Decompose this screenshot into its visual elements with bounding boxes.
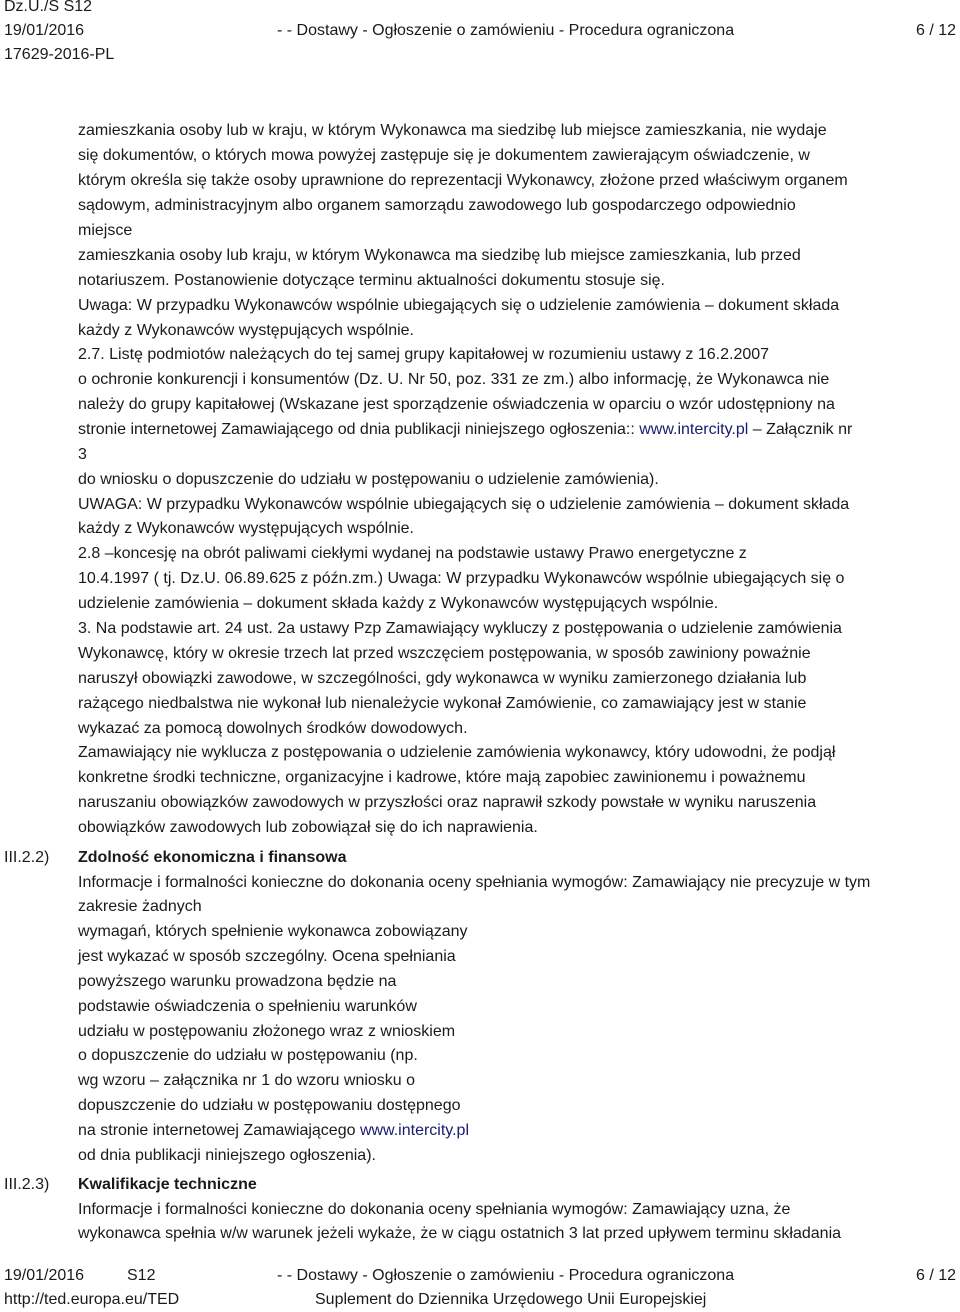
journal-ref: Dz.U./S S12 xyxy=(4,0,93,15)
text-line: notariuszem. Postanowienie dotyczące terminu aktualności dokumentu stosuje się. xyxy=(78,272,665,289)
section-heading: Zdolność ekonomiczna i finansowa xyxy=(78,849,347,866)
text-line: obowiązków zawodowych lub zobowiązał się do ich naprawienia. xyxy=(78,819,538,836)
text-line: Zamawiający nie wyklucza z postępowania o udzielenie zamówienia wykonawcy, który udowodni, że podjął xyxy=(78,744,836,761)
text-line: się dokumentów, o których mowa powyżej zastępuje się je dokumentem zawierającym oświadczenie, w xyxy=(78,147,810,164)
text-line: podstawie oświadczenia o spełnieniu warunków xyxy=(78,998,417,1015)
text-line: wykonawca spełnia w/w warunek jeżeli wykaże, że w ciągu ostatnich 3 lat przed upływem terminu składania xyxy=(78,1225,842,1242)
footer-title: - - Dostawy - Ogłoszenie o zamówieniu - Procedura ograniczona xyxy=(277,1267,735,1284)
text-line: Uwaga: W przypadku Wykonawców wspólnie ubiegających się o udzielenie zamówienia – dokument składa xyxy=(78,297,840,314)
footer-url-link[interactable]: http://ted.europa.eu/TED xyxy=(4,1291,180,1308)
text-line: miejsce xyxy=(78,222,133,239)
text-line: Informacje i formalności konieczne do dokonania oceny spełniania wymogów: Zamawiający uzna, że xyxy=(78,1201,791,1218)
header-date: 19/01/2016 xyxy=(4,22,85,39)
footer-series: S12 xyxy=(127,1267,156,1284)
text-line: wg wzoru – załącznika nr 1 do wzoru wniosku o xyxy=(78,1072,416,1089)
text-line: 3 xyxy=(78,446,87,463)
footer-page-number: 6 / 12 xyxy=(915,1267,956,1284)
text-line: udzielenie zamówienia – dokument składa każdy z Wykonawców występujących wspólnie. xyxy=(78,595,719,612)
text-line: wymagań, których spełnienie wykonawca zobowiązany xyxy=(78,923,468,940)
text-line: jest wykazać w sposób szczególny. Ocena spełniania xyxy=(78,948,456,965)
text-line: każdy z Wykonawców występujących wspólnie. xyxy=(78,322,414,339)
text-line: sądowym, administracyjnym albo organem samorządu zawodowego lub gospodarczego odpowiednio xyxy=(78,197,796,214)
text-line: o ochronie konkurencji i konsumentów (Dz. U. Nr 50, poz. 331 ze zm.) albo informację, że Wykonawca nie xyxy=(78,371,830,388)
text-line: stronie internetowej Zamawiającego od dnia publikacji niniejszego ogłoszenia:: www.intercity.pl – Załącznik nr xyxy=(78,421,853,438)
header-page-number: 6 / 12 xyxy=(915,22,956,39)
text-line: powyższego warunku prowadzona będzie na xyxy=(78,973,397,990)
text-line: zamieszkania osoby lub kraju, w którym Wykonawca ma siedzibę lub miejsce zamieszkania, lub przed xyxy=(78,247,801,264)
notice-id: 17629-2016-PL xyxy=(4,46,115,63)
text-line: 3. Na podstawie art. 24 ust. 2a ustawy Pzp Zamawiający wykluczy z postępowania o udzielenie zamówienia xyxy=(78,620,842,637)
text-line: 2.8 –koncesję na obrót paliwami ciekłymi wydanej na podstawie ustawy Prawo energetyczne z xyxy=(78,545,747,562)
text-line: do wniosku o dopuszczenie do udziału w postępowaniu o udzielenie zamówienia). xyxy=(78,471,659,488)
text-line: naruszył obowiązki zawodowe, w szczególności, gdy wykonawca w wyniku zamierzonego działania lub xyxy=(78,670,807,687)
text-line: konkretne środki techniczne, organizacyjne i kadrowe, które mają zapobiec zawinionemu i poważnemu xyxy=(78,769,806,786)
text-line: Wykonawcę, który w okresie trzech lat przed wszczęciem postępowania, w sposób zawiniony poważnie xyxy=(78,645,811,662)
text-line: 10.4.1997 ( tj. Dz.U. 06.89.625 z późn.zm.) Uwaga: W przypadku Wykonawców wspólnie ubiegających się o xyxy=(78,570,845,587)
section-number: III.2.2) xyxy=(4,849,50,866)
text-line: dopuszczenie do udziału w postępowaniu dostępnego xyxy=(78,1097,461,1114)
text-line: na stronie internetowej Zamawiającego www.intercity.pl xyxy=(78,1122,469,1139)
text-line: którym określa się także osoby uprawnione do reprezentacji Wykonawcy, złożone przed właściwym organem xyxy=(78,172,848,189)
text-line: rażącego niedbalstwa nie wykonał lub nienależycie wykonał Zamówienie, co zamawiający jest w stanie xyxy=(78,695,807,712)
header-title: - - Dostawy - Ogłoszenie o zamówieniu - Procedura ograniczona xyxy=(277,22,735,39)
footer-date: 19/01/2016 xyxy=(4,1267,85,1284)
intercity-link[interactable]: www.intercity.pl xyxy=(359,1122,469,1139)
intercity-link[interactable]: www.intercity.pl xyxy=(639,421,749,438)
text-line: udziału w postępowaniu złożonego wraz z wnioskiem xyxy=(78,1023,456,1040)
text-line: zakresie żadnych xyxy=(78,898,202,915)
text-line: każdy z Wykonawców występujących wspólnie. xyxy=(78,520,414,537)
footer-publication: Suplement do Dziennika Urzędowego Unii Europejskiej xyxy=(315,1291,707,1308)
text-line: Informacje i formalności konieczne do dokonania oceny spełniania wymogów: Zamawiający nie precyzuje w tym xyxy=(78,874,871,891)
section-heading: Kwalifikacje techniczne xyxy=(78,1176,257,1193)
text-line: od dnia publikacji niniejszego ogłoszenia). xyxy=(78,1147,376,1164)
text-line: zamieszkania osoby lub w kraju, w którym Wykonawca ma siedzibę lub miejsce zamieszkania, nie wydaje xyxy=(78,122,827,139)
text-line: UWAGA: W przypadku Wykonawców wspólnie ubiegających się o udzielenie zamówienia – dokument składa xyxy=(78,496,850,513)
text-line: 2.7. Listę podmiotów należących do tej samej grupy kapitałowej w rozumieniu ustawy z 16.2.2007 xyxy=(78,346,770,363)
text-line: należy do grupy kapitałowej (Wskazane jest sporządzenie oświadczenia w oparciu o wzór udostępniony na xyxy=(78,396,835,413)
text-line: o dopuszczenie do udziału w postępowaniu (np. xyxy=(78,1047,418,1064)
text-line: naruszaniu obowiązków zawodowych w przyszłości oraz naprawił szkody powstałe w wyniku naruszenia xyxy=(78,794,817,811)
section-number: III.2.3) xyxy=(4,1176,50,1193)
text-line: wykazać za pomocą dowolnych środków dowodowych. xyxy=(78,720,468,737)
